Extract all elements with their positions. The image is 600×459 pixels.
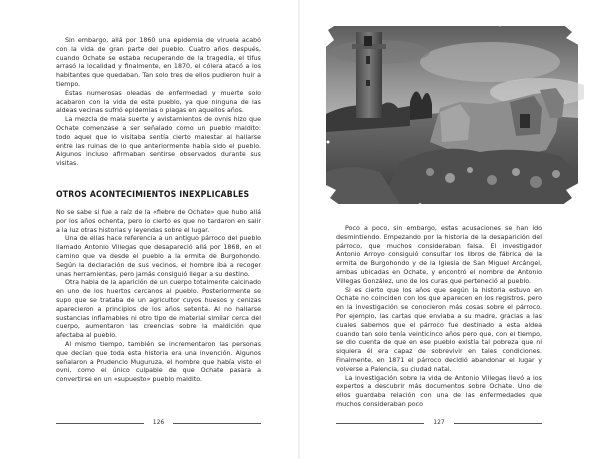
paragraph: La mezcla de mala suerte y avistamientos de ovnis hizo que Ochate comenzase a ser señalado como un pueblo maldito: todo aquel que lo visitaba sentía cierto malestar al hallarse entre las ruinas de lo que anteriormente había sido el pueblo. Algunos incluso afirmaban sentirse observados durante sus visitas. — [56, 116, 261, 168]
page-number: 127 — [433, 419, 445, 426]
left-text-bottom — [56, 209, 261, 385]
section-heading: OTROS ACONTECIMIENTOS INEXPLICABLES — [56, 190, 250, 200]
right-text — [336, 225, 542, 410]
page-footer-right — [336, 418, 542, 428]
paragraph: Estas numerosas oleadas de enfermedad y muerte solo acabaron con la vida de este pueblo, ya que ninguna de las aldeas vecinas sufrió epidemias o plagas en aquellos años. — [56, 89, 261, 115]
paragraph: No se sabe si fue a raíz de la «fiebre de Ochate» que hubo allá por los años ochenta, pero lo cierto es que no tardaron en salir a la luz otras historias y leyendas sobre el lugar. — [56, 209, 261, 234]
paragraph: Si es cierto que los años que según la historia estuvo en Ochate no coinciden con los que aparecen en los registros, pero en la investigación se conocieron más cosas sobre el párroco. Por ejemplo, las cartas que enviaba a su madre, gracias a las cuales sabemos que el párroco fue destinado a esta aldea cuando tan solo tenía veinticinco años pero que, con el tiempo, se dio cuenta de que en ese pueblo existía tal pobreza que ni siquiera él era capaz de sobrevivir en tales condiciones. Finalmente, en 1871 el párroco decidió abandonar el lugar y volverse a Palencia, su ciudad natal. — [336, 286, 542, 373]
footer-rule — [173, 423, 261, 424]
page-number: 126 — [152, 419, 165, 426]
paragraph: Una de ellas hace referencia a un antiguo párroco del pueblo llamado Antonio Villegas que desapareció allá por 1868, en el camino que va desde el pueblo a la ermita de Burgohondo. Según la declaración de sus vecinos, el hombre iba a recoger unas herramientas, pero jamás consiguió llegar a su destino. — [56, 235, 261, 278]
paragraph: Otra habla de la aparición de un cuerpo totalmente calcinado en uno de los huertos cercanos al pueblo. Posteriormente se supo que se trataba de un agricultor cuyos huesos y cenizas aparecieron a principios de los años setenta. Al no hallarse sustancias inflamables ni otro tipo de material similar cerca del cuerpo, aumentaron las creencias sobre la maldición que afectaba al pueblo. — [56, 279, 261, 340]
paragraph: La investigación sobre la vida de Antonio Villegas llevó a los expertos a descubrir más documentos sobre Ochate. Uno de ellos guardaba relación con una de las enfermedades que muchos consideraban poco — [336, 374, 542, 408]
footer-rule — [454, 423, 542, 424]
paragraph: Al mismo tiempo, también se incrementaron las personas que decían que toda esta historia era una invención. Algunos señalaron a Prudencio Muguruza, el hombre que había visto el ovni, como el único culpable de que Ochate pasara a convertirse en un «supuesto» pueblo maldito. — [56, 340, 261, 384]
right-page — [300, 0, 600, 459]
paragraph: Poco a poco, sin embargo, estas acusaciones se han ido desmintiendo. Empezando por la historia de la desaparición del párroco, que muchos consideraban falsa. El investigador Antonio Arroyo consiguió consultar los libros de fábrica de la ermita de Burgohondo y de la Iglesia de San Miguel Arcángel, ambas ubicadas en Ochate, y encontró el nombre de Antonio Villegas González, uno de los curas que perteneció al pueblo. — [336, 225, 542, 285]
left-text-top — [56, 37, 261, 169]
paragraph: Sin embargo, allá por 1860 una epidemia de viruela acabó con la vida de gran parte del pueblo. Cuatro años después, cuando Ochate se estaba recuperando de la tragedia, el tifus arrasó la localidad y finalmente, en 1870, el cólera atacó a los habitantes que quedaban. Tan solo tres de ellos pudieron huir a tiempo. — [56, 37, 261, 88]
page-footer-left — [56, 418, 261, 428]
ruins-photo — [320, 22, 584, 208]
